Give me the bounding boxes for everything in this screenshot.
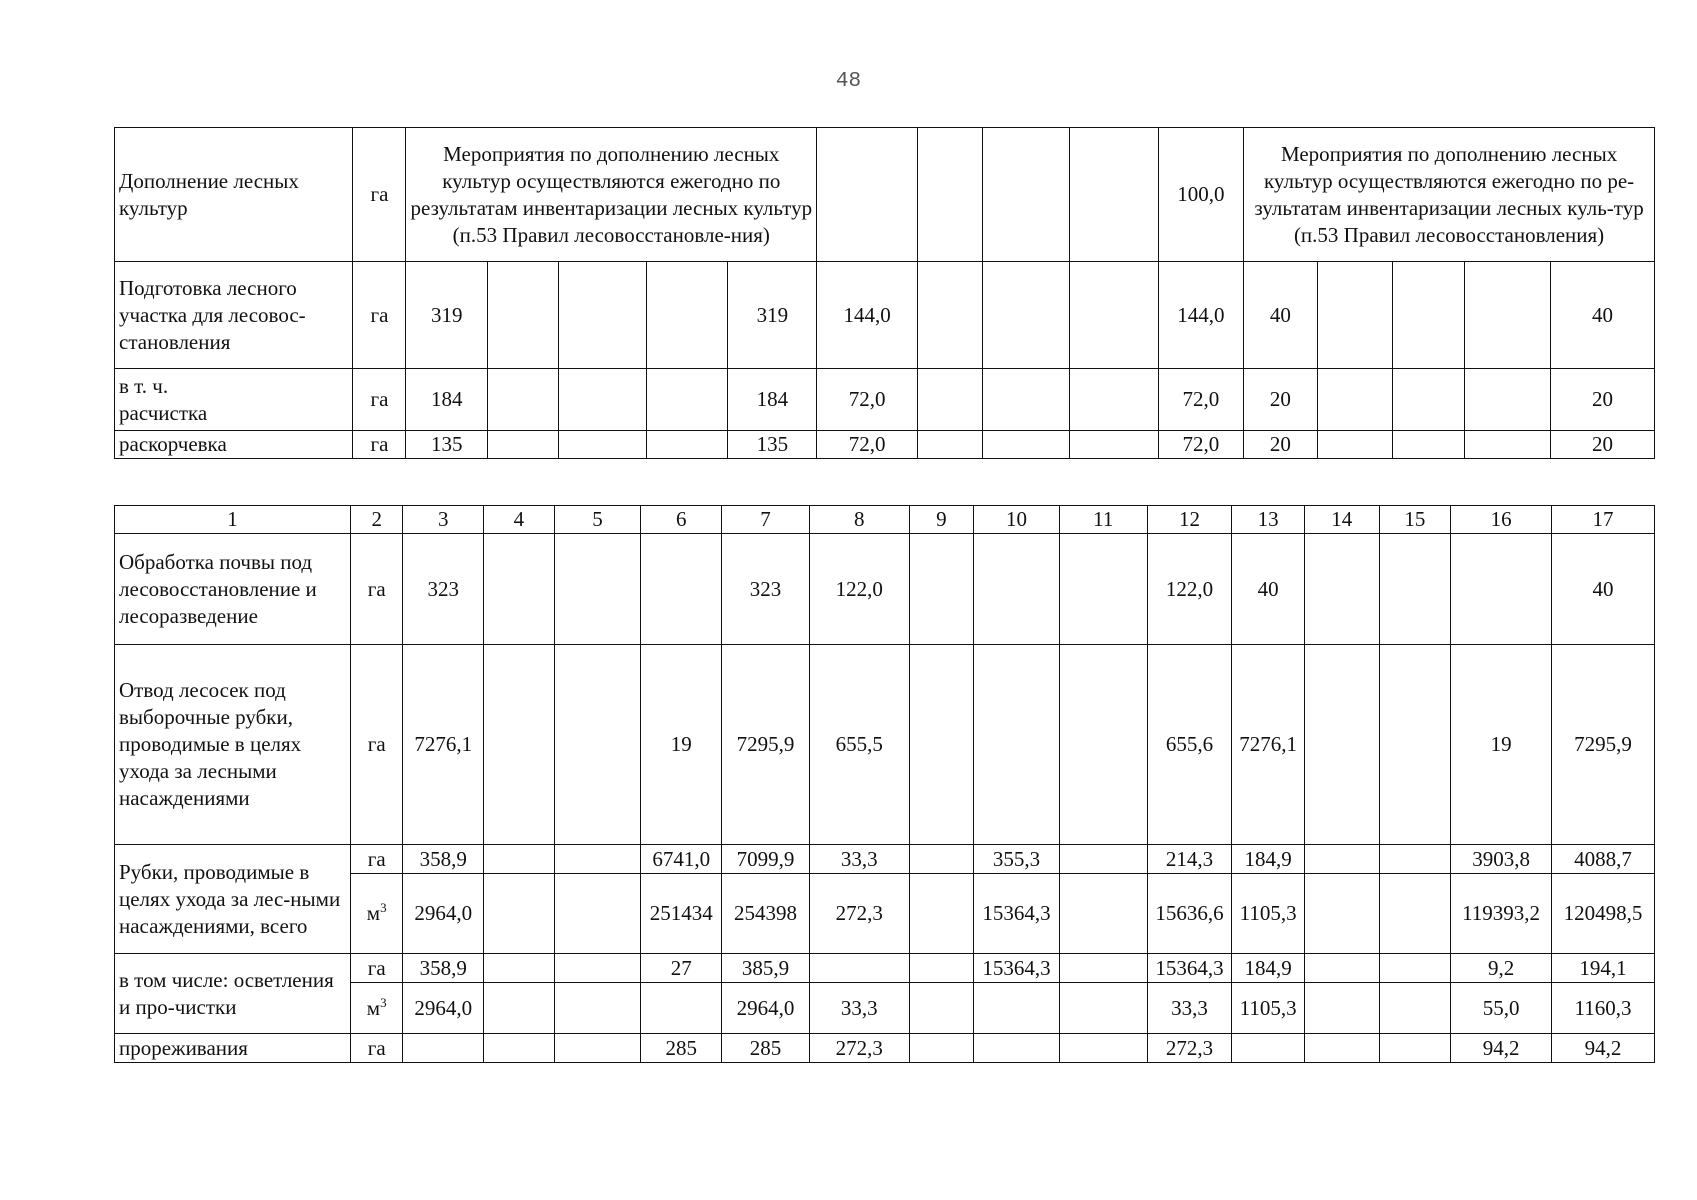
table-row: [115, 645, 1655, 845]
table-row: [115, 845, 1655, 874]
cell: [554, 1034, 641, 1063]
cell: 20: [1550, 431, 1654, 459]
cell: [1304, 983, 1379, 1034]
table-row: [115, 431, 1655, 459]
cell: 72,0: [817, 431, 918, 459]
cell: [909, 874, 974, 954]
cell: 358,9: [403, 954, 484, 983]
cell: [484, 874, 555, 954]
page-number: 48: [835, 70, 862, 93]
cell: 55,0: [1451, 983, 1552, 1034]
cell: [1379, 954, 1451, 983]
cell: 6741,0: [641, 845, 722, 874]
row-label: прореживания: [115, 1034, 351, 1063]
cell: [1304, 954, 1379, 983]
cell: [1069, 369, 1158, 431]
cell: 7295,9: [722, 645, 810, 845]
cell: [554, 845, 641, 874]
unit-cell: га: [353, 369, 406, 431]
note-cell: Мероприятия по дополнению лесных культур осуществляются ежегодно по ре-зультатам инвентаризации лесных куль-тур (п.53 Правил лесовосстановления): [1244, 128, 1655, 262]
column-number: 9: [909, 506, 974, 534]
cell: 184,9: [1232, 954, 1305, 983]
cell: [974, 1034, 1060, 1063]
row-label: [115, 369, 353, 431]
cell: 3903,8: [1451, 845, 1552, 874]
cell: 144,0: [1158, 262, 1244, 369]
row-label: в том числе: осветления и про-чистки: [115, 954, 351, 1034]
cell: [1465, 262, 1551, 369]
cell: 20: [1550, 369, 1654, 431]
cell: [1304, 874, 1379, 954]
cell: [484, 534, 555, 645]
cell: [559, 262, 647, 369]
cell: [646, 431, 728, 459]
cell: [1465, 369, 1551, 431]
cell: [559, 369, 647, 431]
cell: 1160,3: [1552, 983, 1655, 1034]
cell: 1105,3: [1232, 983, 1305, 1034]
column-number: 6: [641, 506, 722, 534]
cell: [641, 983, 722, 1034]
cell: [1379, 874, 1451, 954]
cell: [918, 128, 983, 262]
cell: [1304, 645, 1379, 845]
cell: [1069, 431, 1158, 459]
column-number: 7: [722, 506, 810, 534]
cell: [403, 1034, 484, 1063]
column-number: 12: [1147, 506, 1232, 534]
cell: 214,3: [1147, 845, 1232, 874]
cell: 20: [1244, 431, 1317, 459]
cell: [1059, 874, 1147, 954]
unit-cell: [350, 874, 402, 954]
cell: [1304, 534, 1379, 645]
cell: [1059, 645, 1147, 845]
column-number: 3: [403, 506, 484, 534]
column-number: 15: [1379, 506, 1451, 534]
row-label: раскорчевка: [115, 431, 353, 459]
cell: [809, 954, 909, 983]
cell: 144,0: [817, 262, 918, 369]
table-row: [115, 534, 1655, 645]
cell: 40: [1552, 534, 1655, 645]
cell: [1379, 845, 1451, 874]
cell: 655,6: [1147, 645, 1232, 845]
cell: 100,0: [1158, 128, 1244, 262]
unit-cell: га: [350, 845, 402, 874]
cell: 4088,7: [1552, 845, 1655, 874]
cell: 254398: [722, 874, 810, 954]
column-number: 16: [1451, 506, 1552, 534]
cell: [1232, 1034, 1305, 1063]
cell: 120498,5: [1552, 874, 1655, 954]
cell: 15364,3: [1147, 954, 1232, 983]
cell: [1069, 262, 1158, 369]
cell: 94,2: [1552, 1034, 1655, 1063]
column-number: 1: [115, 506, 351, 534]
cell: [554, 645, 641, 845]
column-number: 17: [1552, 506, 1655, 534]
cell: 319: [728, 262, 817, 369]
cell: 7276,1: [403, 645, 484, 845]
cell: [983, 262, 1070, 369]
cell: 122,0: [1147, 534, 1232, 645]
cell: [1451, 534, 1552, 645]
cell: [983, 431, 1070, 459]
cell: [1317, 262, 1392, 369]
cell: [646, 262, 728, 369]
cell: 19: [1451, 645, 1552, 845]
cell: 2964,0: [403, 874, 484, 954]
column-number: 5: [554, 506, 641, 534]
cell: [909, 534, 974, 645]
cell: 33,3: [809, 983, 909, 1034]
cell: [484, 1034, 555, 1063]
cell: [484, 645, 555, 845]
cell: 119393,2: [1451, 874, 1552, 954]
cell: [974, 645, 1060, 845]
cell: [974, 534, 1060, 645]
column-number: 2: [350, 506, 402, 534]
row-label: Обработка почвы под лесовосстановление и лесоразведение: [115, 534, 351, 645]
unit-superscript: 3: [380, 900, 387, 915]
unit-base: м: [366, 995, 381, 1020]
cell: [554, 983, 641, 1034]
cell: [487, 369, 558, 431]
cell: 94,2: [1451, 1034, 1552, 1063]
cell: 72,0: [817, 369, 918, 431]
table-row: [115, 1034, 1655, 1063]
cell: 194,1: [1552, 954, 1655, 983]
row-label: Рубки, проводимые в целях ухода за лес-ными насаждениями, всего: [115, 845, 351, 954]
cell: 135: [728, 431, 817, 459]
cell: 655,5: [809, 645, 909, 845]
cell: 319: [406, 262, 488, 369]
cell: 33,3: [809, 845, 909, 874]
cell: 251434: [641, 874, 722, 954]
cell: [909, 983, 974, 1034]
cell: 9,2: [1451, 954, 1552, 983]
cell: 272,3: [809, 874, 909, 954]
cell: [1317, 431, 1392, 459]
cell: [983, 128, 1070, 262]
row-label: Дополнение лесных культур: [115, 128, 353, 262]
unit-cell: га: [350, 1034, 402, 1063]
unit-cell: га: [350, 645, 402, 845]
cell: [1059, 983, 1147, 1034]
cell: [918, 369, 983, 431]
cell: [484, 983, 555, 1034]
cell: [817, 128, 918, 262]
cell: 355,3: [974, 845, 1060, 874]
cell: 135: [406, 431, 488, 459]
cell: 19: [641, 645, 722, 845]
unit-cell: га: [353, 128, 406, 262]
cell: [909, 845, 974, 874]
cell: [918, 431, 983, 459]
cell: [641, 534, 722, 645]
cell: 285: [641, 1034, 722, 1063]
cell: 2964,0: [722, 983, 810, 1034]
cell: [484, 845, 555, 874]
cell: 7295,9: [1552, 645, 1655, 845]
note-cell: Мероприятия по дополнению лесных культур осуществляются ежегодно по результатам инвентаризации лесных культур (п.53 Правил лесовосстановле-ния): [406, 128, 817, 262]
cell: [1379, 983, 1451, 1034]
cell: 20: [1244, 369, 1317, 431]
cell: [1304, 845, 1379, 874]
table-row: [115, 128, 1655, 262]
cell: 72,0: [1158, 431, 1244, 459]
unit-cell: га: [353, 262, 406, 369]
cell: 33,3: [1147, 983, 1232, 1034]
cell: [974, 983, 1060, 1034]
cell: [554, 534, 641, 645]
cell: [1059, 534, 1147, 645]
unit-superscript: 3: [380, 994, 387, 1010]
unit-cell: га: [350, 954, 402, 983]
cell: 15636,6: [1147, 874, 1232, 954]
cell: 385,9: [722, 954, 810, 983]
cell: 358,9: [403, 845, 484, 874]
table-row: [115, 369, 1655, 431]
cell: 184,9: [1232, 845, 1305, 874]
cell: 15364,3: [974, 954, 1060, 983]
cell: [484, 954, 555, 983]
cell: 285: [722, 1034, 810, 1063]
column-number: 10: [974, 506, 1060, 534]
cell: 27: [641, 954, 722, 983]
cell: 2964,0: [403, 983, 484, 1034]
cell: [1059, 1034, 1147, 1063]
cell: [1304, 1034, 1379, 1063]
cell: [1317, 369, 1392, 431]
cell: [1392, 431, 1464, 459]
cell: [554, 954, 641, 983]
cell: [554, 874, 641, 954]
unit-cell: га: [353, 431, 406, 459]
unit-base: м: [366, 901, 381, 925]
cell: [1379, 1034, 1451, 1063]
cell: 40: [1244, 262, 1317, 369]
cell: [1379, 645, 1451, 845]
cell: [1392, 262, 1464, 369]
column-number: 14: [1304, 506, 1379, 534]
row-label: Подготовка лесного участка для лесовос-становления: [115, 262, 353, 369]
cell: 323: [722, 534, 810, 645]
cell: 40: [1232, 534, 1305, 645]
cell: 272,3: [809, 1034, 909, 1063]
cell: 1105,3: [1232, 874, 1305, 954]
cell: [487, 262, 558, 369]
cell: [646, 369, 728, 431]
cell: [983, 369, 1070, 431]
cell: [1059, 845, 1147, 874]
cell: [1379, 534, 1451, 645]
unit-cell: га: [350, 534, 402, 645]
cell: 7099,9: [722, 845, 810, 874]
cell: [1392, 369, 1464, 431]
cell: 72,0: [1158, 369, 1244, 431]
cell: 15364,3: [974, 874, 1060, 954]
cell: [1069, 128, 1158, 262]
cell: [918, 262, 983, 369]
column-number: 11: [1059, 506, 1147, 534]
cell: 7276,1: [1232, 645, 1305, 845]
cell: [1465, 431, 1551, 459]
cell: [559, 431, 647, 459]
column-number-row: [115, 506, 1655, 534]
row-label: Отвод лесосек под выборочные рубки, проводимые в целях ухода за лесными насаждениями: [115, 645, 351, 845]
column-number: 13: [1232, 506, 1305, 534]
cell: [487, 431, 558, 459]
forest-activities-table-top: [114, 127, 1655, 459]
cell: 272,3: [1147, 1034, 1232, 1063]
cell: [909, 1034, 974, 1063]
table-row: [115, 954, 1655, 983]
cell: [909, 645, 974, 845]
forest-activities-table-main: [114, 505, 1655, 1063]
cell: 323: [403, 534, 484, 645]
cell: 184: [406, 369, 488, 431]
row-label-line: расчистка: [119, 400, 208, 425]
cell: 122,0: [809, 534, 909, 645]
table-row: [115, 262, 1655, 369]
cell: 184: [728, 369, 817, 431]
cell: 40: [1550, 262, 1654, 369]
column-number: 8: [809, 506, 909, 534]
row-label-line: в т. ч.: [119, 373, 169, 398]
cell: [1059, 954, 1147, 983]
unit-cell: [350, 983, 402, 1034]
column-number: 4: [484, 506, 555, 534]
cell: [909, 954, 974, 983]
